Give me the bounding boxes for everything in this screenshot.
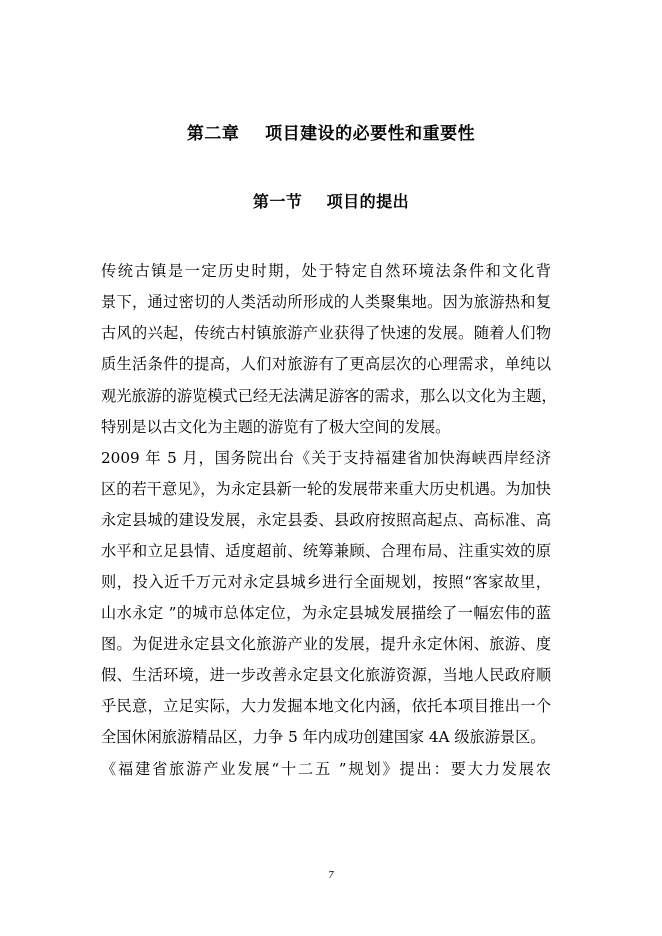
paragraph-2-line: 永定县城的建设发展，永定县委、县政府按照高起点、高标准、高 <box>101 511 551 529</box>
paragraph-1-line: 古风的兴起，传统古村镇旅游产业获得了快速的发展。随着人们物 <box>101 324 551 342</box>
section-title: 第一节 项目的提出 <box>252 192 410 211</box>
chapter-title: 第二章 项目建设的必要性和重要性 <box>186 124 476 144</box>
paragraph-2-line: 全国休闲旅游精品区，力争 5 年内成功创建国家 4A 级旅游景区。 <box>101 728 546 746</box>
paragraph-2-line: 水平和立足县情、适度超前、统筹兼顾、合理布局、注重实效的原 <box>101 542 551 560</box>
paragraph-2-line: 则，投入近千万元对永定县城乡进行全面规划，按照“客家故里， <box>101 573 551 591</box>
paragraph-1-line: 观光旅游的游览模式已经无法满足游客的需求，那么以文化为主题， <box>101 387 557 405</box>
paragraph-1-line: 特别是以古文化为主题的游览有了极大空间的发展。 <box>101 418 451 436</box>
paragraph-2-line: 区的若干意见》，为永定县新一轮的发展带来重大历史机遇。为加快 <box>101 480 551 498</box>
paragraph-2-line: 山水永定 ”的城市总体定位，为永定县城发展描绘了一幅宏伟的蓝 <box>101 604 551 622</box>
paragraph-2-line: 乎民意，立足实际，大力发掘本地文化内涵，依托本项目推出一个 <box>101 697 551 715</box>
paragraph-2-line: 2009 年 5 月，国务院出台《关于支持福建省加快海峡西岸经济 <box>101 449 551 467</box>
paragraph-2-line: 图。为促进永定县文化旅游产业的发展，提升永定休闲、旅游、度 <box>101 635 551 653</box>
paragraph-1-line: 传统古镇是一定历史时期，处于特定自然环境法条件和文化背 <box>101 262 551 280</box>
paragraph-1-line: 景下，通过密切的人类活动所形成的人类聚集地。因为旅游热和复 <box>101 293 551 311</box>
paragraph-2-line: 假、生活环境，进一步改善永定县文化旅游资源，当地人民政府顺 <box>101 666 551 684</box>
page-number: 7 <box>328 871 334 881</box>
paragraph-1-line: 质生活条件的提高，人们对旅游有了更高层次的心理需求，单纯以 <box>101 355 551 373</box>
paragraph-3-line: 《福建省旅游产业发展“十二五 ”规划》提出：要大力发展农 <box>101 760 551 778</box>
